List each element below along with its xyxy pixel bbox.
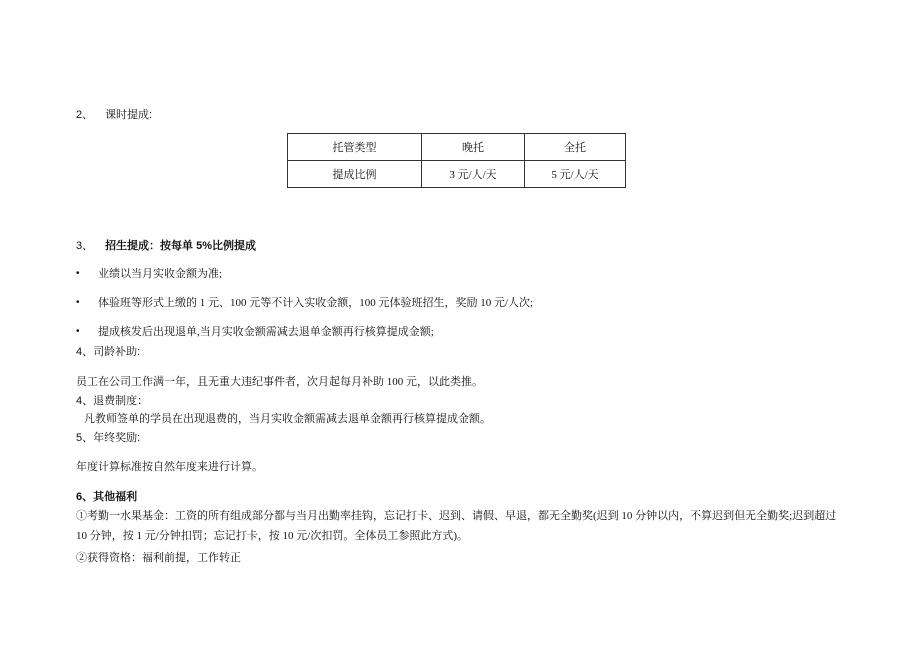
section-4-text: 员工在公司工作满一年，且无重大违纪事件者，次月起每月补助 100 元，以此类推。 bbox=[76, 376, 483, 388]
section-title: 课时提成: bbox=[105, 109, 153, 121]
table-cell: 提成比例 bbox=[288, 161, 422, 188]
benefit-line-3: ②获得资格：福利前提，工作转正 bbox=[76, 552, 241, 564]
table-row bbox=[288, 161, 626, 188]
list-item: 体验班等形式上缴的 1 元、100 元等不计入实收金额，100 元体验班招生，奖励 10 元/人次; bbox=[98, 297, 534, 309]
section-title: 招生提成：按每单 5%比例提成 bbox=[105, 240, 257, 252]
table-header-row bbox=[288, 134, 626, 161]
benefit-line-2: 10 分钟，按 1 元/分钟扣罚；忘记打卡，按 10 元/次扣罚。全体员工参照此方式)。 bbox=[76, 530, 469, 542]
benefit-line-1: ①考勤一水果基金：工资的所有组成部分都与当月出勤率挂钩，忘记打卡、迟到、请假、早退，都无全勤奖(迟到 10 分钟以内，不算迟到但无全勤奖;迟到超过 bbox=[76, 510, 837, 522]
bullet-icon: • bbox=[76, 268, 80, 279]
bullet-icon: • bbox=[76, 297, 80, 308]
section-5-heading: 5、年终奖励: bbox=[76, 432, 141, 444]
table-cell: 5 元/人/天 bbox=[525, 161, 626, 188]
table-header-cell: 全托 bbox=[525, 134, 626, 161]
commission-rate-table bbox=[287, 133, 626, 188]
section-4-heading: 4、司龄补助: bbox=[76, 346, 141, 358]
refund-policy-text: 凡教师签单的学员在出现退费的，当月实收金额需减去退单金额再行核算提成金额。 bbox=[84, 413, 491, 425]
table-header-cell: 晚托 bbox=[422, 134, 525, 161]
bullet-icon: • bbox=[76, 326, 80, 337]
table-header-cell: 托管类型 bbox=[288, 134, 422, 161]
table-cell: 3 元/人/天 bbox=[422, 161, 525, 188]
list-item: 提成核发后出现退单,当月实收金额需减去退单金额再行核算提成金额; bbox=[98, 326, 434, 338]
section-2-heading bbox=[76, 108, 152, 122]
section-6-heading: 6、其他福利 bbox=[76, 491, 138, 503]
section-number: 2、 bbox=[76, 109, 94, 121]
list-item: 业绩以当月实收金额为准; bbox=[98, 268, 223, 280]
section-number: 3、 bbox=[76, 240, 94, 252]
section-3-heading bbox=[76, 239, 256, 253]
section-5-text: 年度计算标准按自然年度来进行计算。 bbox=[76, 461, 263, 473]
refund-policy-heading: 4、退费制度： bbox=[76, 395, 149, 407]
